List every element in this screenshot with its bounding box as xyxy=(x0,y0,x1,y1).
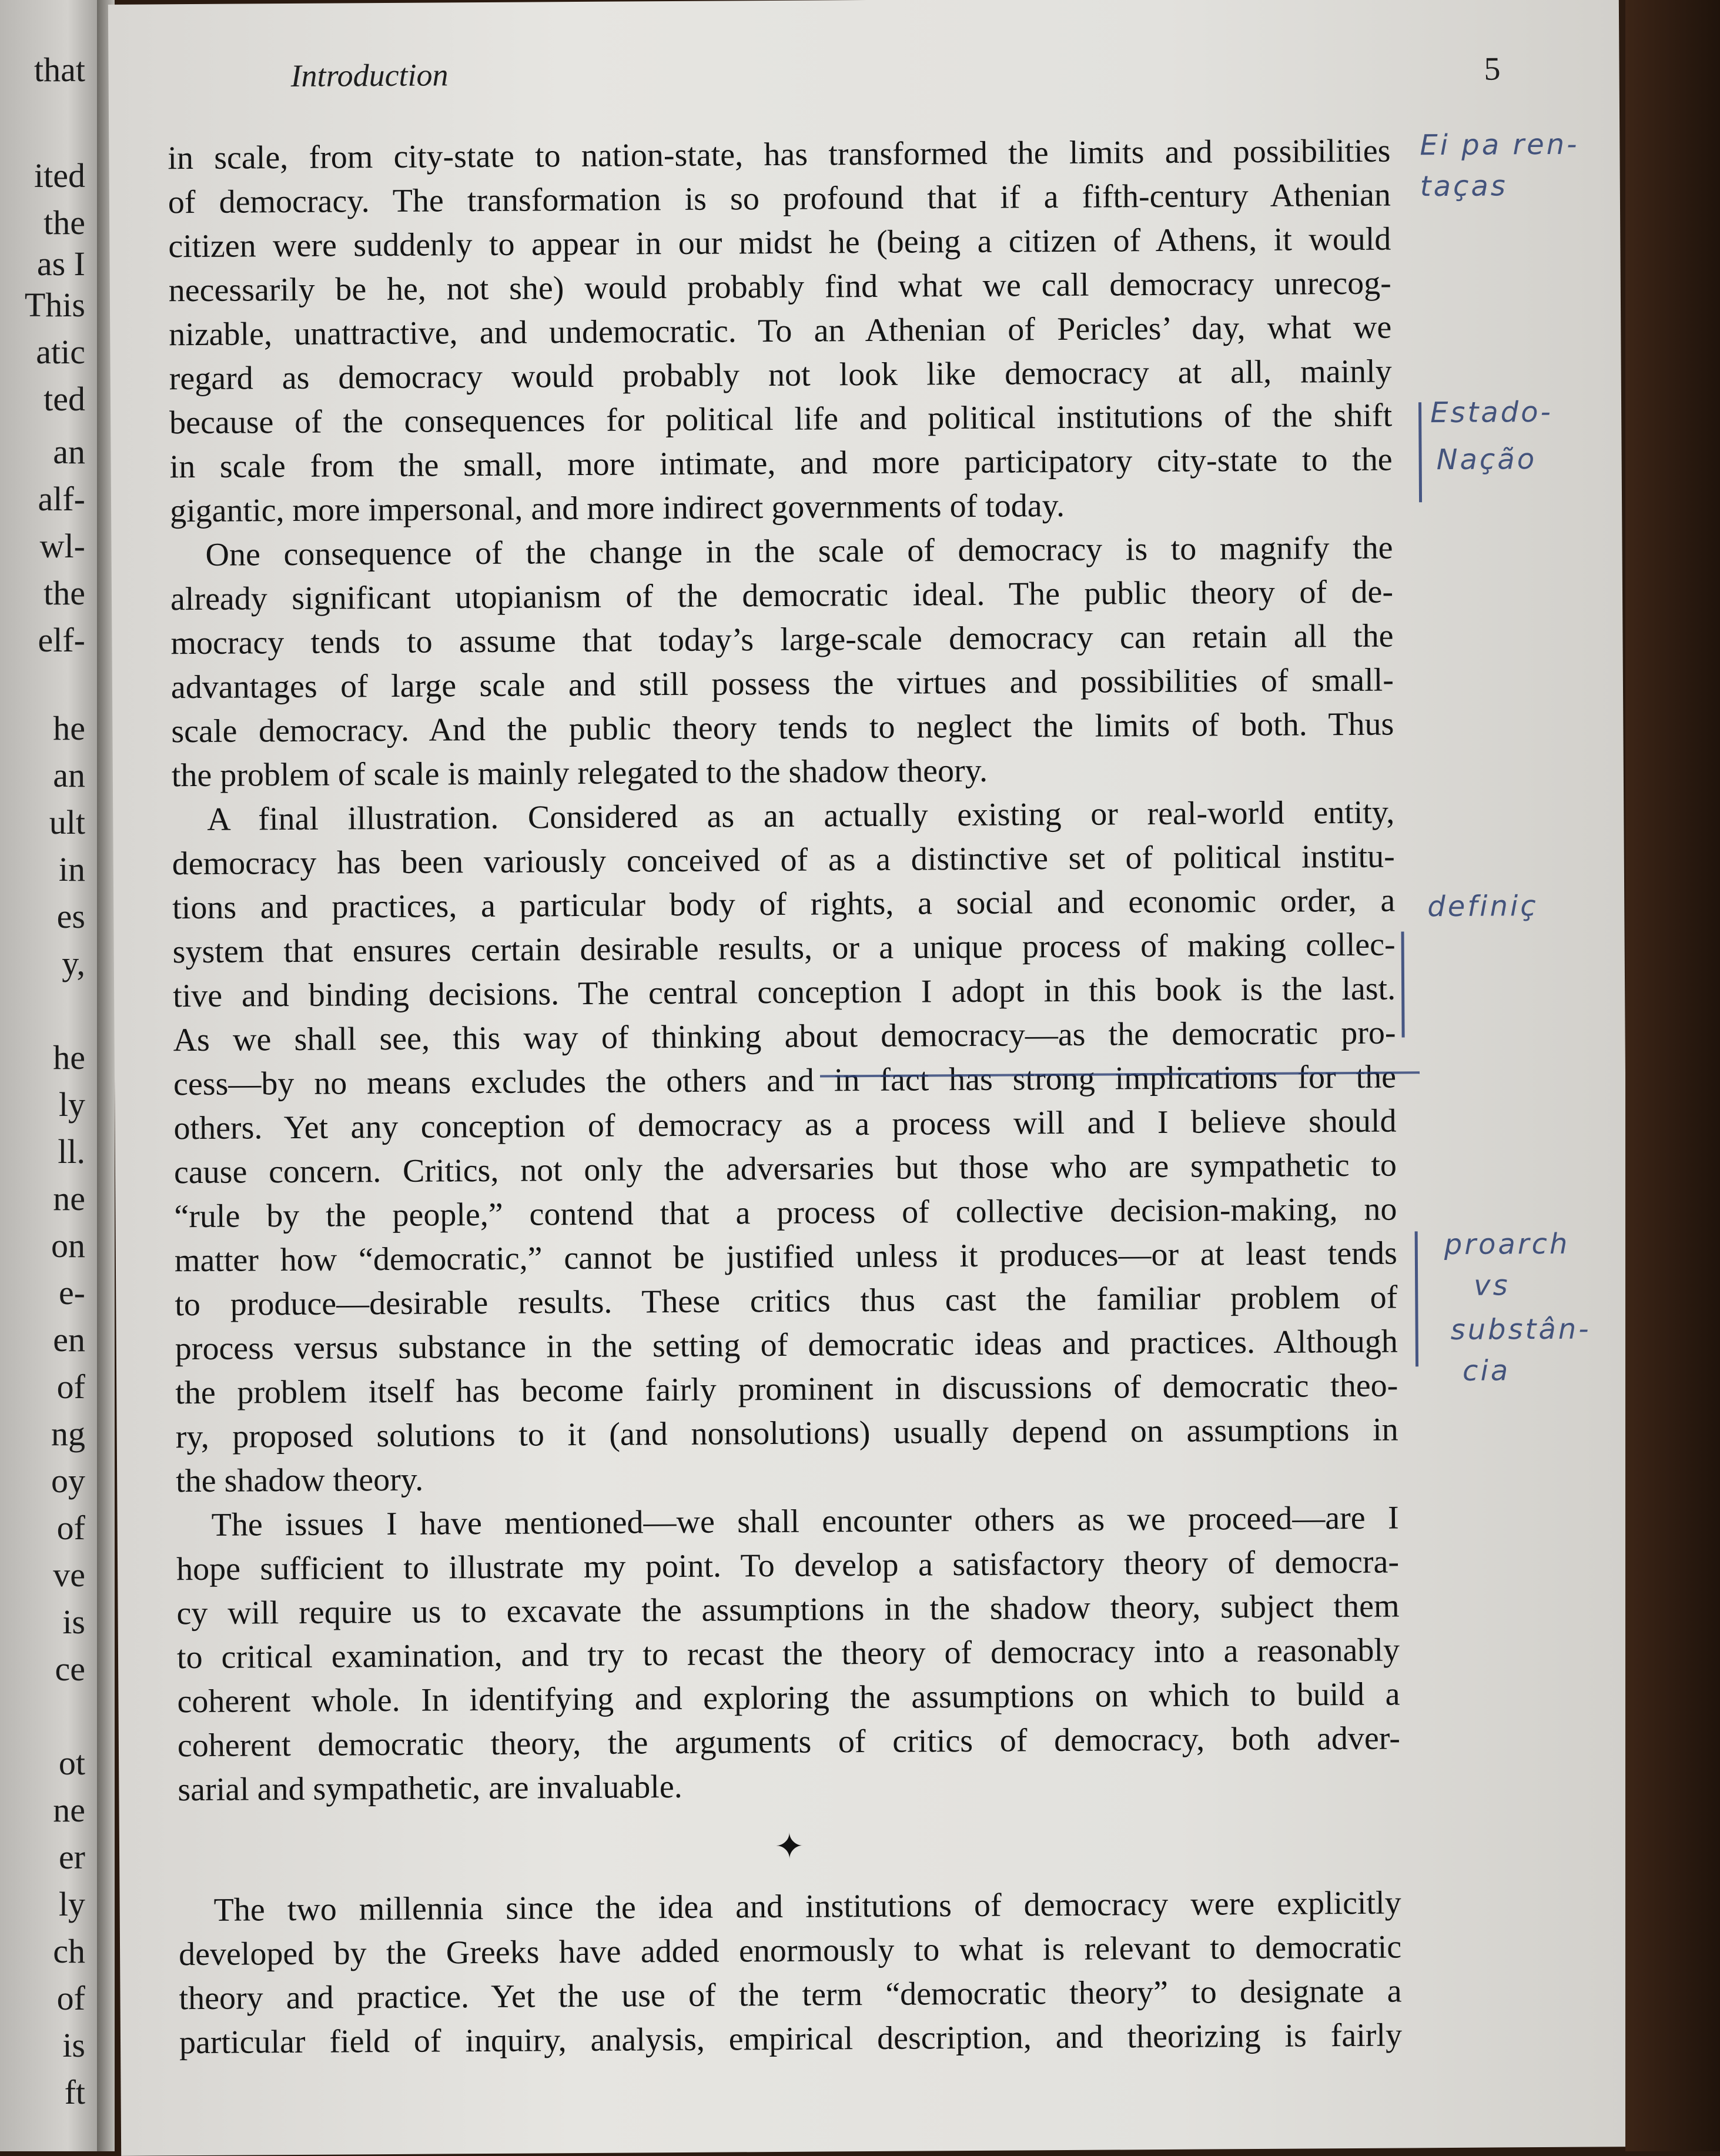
text-line: cess—by no means excludes the others and in fact has strong implications for the xyxy=(173,1058,1397,1103)
left-page-fragment: elf- xyxy=(38,621,85,659)
text-line: democracy has been variously conceived of as a distinctive set of political institu- xyxy=(172,838,1395,883)
left-page-fragment: This xyxy=(24,286,85,324)
text-line: mocracy tends to assume that today’s large-scale democracy can retain all the xyxy=(170,617,1394,662)
left-page-fragment: er xyxy=(58,1838,85,1876)
text-line: A final illustration. Considered as an actually existing or real-world entity, xyxy=(207,794,1395,838)
left-page-fragment: ce xyxy=(55,1650,85,1688)
left-page-fragment: ve xyxy=(53,1556,85,1594)
left-page-fragment: ited xyxy=(34,156,85,195)
left-page-fragment: the xyxy=(43,203,85,242)
left-page-fragment: ted xyxy=(43,380,85,418)
text-line: nizable, unattractive, and undemocratic. To an Athenian of Pericles’ day, what we xyxy=(169,309,1392,353)
left-page-fragment: ot xyxy=(58,1744,85,1782)
text-line: process versus substance in the setting of democratic ideas and practices. Although xyxy=(175,1323,1398,1368)
text-line: others. Yet any conception of democracy as a process will and I believe should xyxy=(173,1102,1397,1147)
left-page-fragment: he xyxy=(53,709,85,747)
left-page-fragment: ng xyxy=(51,1415,85,1453)
margin-bracket xyxy=(1401,931,1405,1037)
left-page-fragment: of xyxy=(56,1368,85,1406)
text-line: cy will require us to excavate the assumptions in the shadow theory, subject them xyxy=(176,1587,1400,1632)
left-page-fragment: ly xyxy=(58,1085,85,1124)
text-line: the problem itself has become fairly prominent in discussions of democratic theo- xyxy=(175,1367,1398,1412)
text-line: particular field of inquiry, analysis, empirical description, and theorizing is fairly xyxy=(179,2017,1403,2061)
page-number: 5 xyxy=(1484,51,1501,88)
margin-note-4: Nação xyxy=(1436,443,1537,477)
margin-note-8: substân- xyxy=(1450,1312,1591,1346)
left-page-fragment: ch xyxy=(53,1932,85,1970)
text-line: advantages of large scale and still possess the virtues and possibilities of small- xyxy=(170,661,1394,706)
left-page-fragment: e- xyxy=(58,1273,85,1312)
left-page-fragment: oy xyxy=(51,1462,85,1500)
text-line: tions and practices, a particular body of rights, a social and economic order, a xyxy=(172,882,1396,927)
margin-note-7: vs xyxy=(1474,1269,1510,1302)
text-line: The issues I have mentioned—we shall encounter others as we proceed—are I xyxy=(211,1499,1399,1543)
section-ornament: ✦ xyxy=(774,1827,805,1867)
text-line: theory and practice. Yet the use of the term “democratic theory” to designate a xyxy=(179,1973,1402,2017)
text-line: system that ensures certain desirable results, or a unique process of making collec- xyxy=(172,926,1396,971)
text-line: the shadow theory. xyxy=(176,1461,424,1500)
text-line: “rule by the people,” contend that a process of collective decision-making, no xyxy=(174,1191,1397,1235)
left-page-fragment: ly xyxy=(58,1885,85,1923)
left-page-fragment: ll. xyxy=(58,1132,85,1171)
text-line: One consequence of the change in the scale of democracy is to magnify the xyxy=(205,529,1393,573)
book-page xyxy=(108,0,1632,2156)
text-line: matter how “democratic,” cannot be justified unless it produces—or at least tends xyxy=(174,1235,1398,1279)
margin-note-3: Estado- xyxy=(1430,395,1554,430)
text-line: gigantic, more impersonal, and more indirect governments of today. xyxy=(169,487,1065,530)
body-text xyxy=(168,129,1402,2065)
text-line: developed by the Greeks have added enormously to what is relevant to democratic xyxy=(178,1928,1402,1973)
left-page-fragment: an xyxy=(53,433,85,471)
left-page-fragment: as I xyxy=(36,245,85,283)
text-line: regard as democracy would probably not look like democracy at all, mainly xyxy=(169,353,1392,397)
margin-note-9: cia xyxy=(1462,1354,1511,1388)
text-line: to produce—desirable results. These critics thus cast the familiar problem of xyxy=(175,1279,1398,1323)
text-line: ry, proposed solutions to it (and nonsolutions) usually depend on assumptions in xyxy=(175,1411,1398,1456)
left-page-fragment: es xyxy=(56,897,85,935)
text-line: necessarily be he, not she) would probably find what we call democracy unrecog- xyxy=(168,265,1391,309)
left-page-fragment: ult xyxy=(49,803,85,841)
text-line: coherent whole. In identifying and exploring the assumptions on which to build a xyxy=(177,1676,1400,1720)
left-page-fragment: en xyxy=(53,1321,85,1359)
margin-note-1: Ei pa ren- xyxy=(1420,128,1580,162)
left-page-fragment: wl- xyxy=(39,527,85,565)
margin-bracket xyxy=(1415,1231,1418,1366)
text-line: because of the consequences for political life and political institutions of the shift xyxy=(169,397,1393,442)
text-line: to critical examination, and try to recast the theory of democracy into a reasonably xyxy=(176,1632,1400,1676)
left-page-fragment: on xyxy=(51,1226,85,1265)
margin-note-5: definiç xyxy=(1427,890,1538,924)
left-page-fragment: an xyxy=(53,756,85,794)
left-page-fragment: the xyxy=(43,574,85,612)
left-page-fragment: alf- xyxy=(38,480,85,518)
left-page-fragment: in xyxy=(58,850,85,888)
left-page-fragment: y, xyxy=(62,944,85,982)
text-line: coherent democratic theory, the arguments of critics of democracy, both adver- xyxy=(177,1720,1401,1764)
text-line: The two millennia since the idea and institutions of democracy were explicitly xyxy=(213,1884,1401,1928)
text-line: tive and binding decisions. The central conception I adopt in this book is the last. xyxy=(172,970,1396,1015)
text-line: As we shall see, this way of thinking about democracy—as the democratic pro- xyxy=(173,1014,1396,1059)
left-page-fragment: of xyxy=(56,1979,85,2017)
text-line: in scale, from city-state to nation-state, has transformed the limits and possibilities xyxy=(168,132,1391,177)
text-line: sarial and sympathetic, are invaluable. xyxy=(178,1768,682,1809)
text-line: cause concern. Critics, not only the adversaries but those who are sympathetic to xyxy=(173,1146,1397,1191)
background-table-edge xyxy=(1625,0,1720,2151)
running-head: Introduction xyxy=(290,57,449,93)
left-page-fragment: ne xyxy=(53,1791,85,1829)
margin-bracket xyxy=(1418,402,1422,502)
left-page-fragment: is xyxy=(62,1603,85,1641)
margin-note-2: taças xyxy=(1420,169,1508,203)
margin-note-6: proarch xyxy=(1444,1227,1570,1262)
left-page-fragment: ne xyxy=(53,1179,85,1218)
text-line: in scale from the small, more intimate, and more participatory city-state to the xyxy=(169,441,1393,486)
left-page-fragment: is xyxy=(62,2026,85,2064)
text-line: of democracy. The transformation is so profound that if a fifth-century Athenian xyxy=(168,176,1391,221)
left-page-fragment: that xyxy=(34,51,85,89)
text-line: citizen were suddenly to appear in our midst he (being a citizen of Athens, it would xyxy=(168,220,1391,265)
text-line: the problem of scale is mainly relegated to the shadow theory. xyxy=(171,752,988,794)
text-line: scale democracy. And the public theory tends to neglect the limits of both. Thus xyxy=(171,706,1394,750)
text-line: already significant utopianism of the democratic ideal. The public theory of de- xyxy=(170,573,1394,618)
left-page-fragment: atic xyxy=(36,333,85,371)
left-page-fragment: ft xyxy=(64,2073,85,2111)
text-line: hope sufficient to illustrate my point. To develop a satisfactory theory of democra- xyxy=(176,1543,1400,1588)
left-page-fragment: of xyxy=(56,1509,85,1547)
left-page-fragment: he xyxy=(53,1038,85,1077)
previous-page-edge xyxy=(0,0,97,2151)
